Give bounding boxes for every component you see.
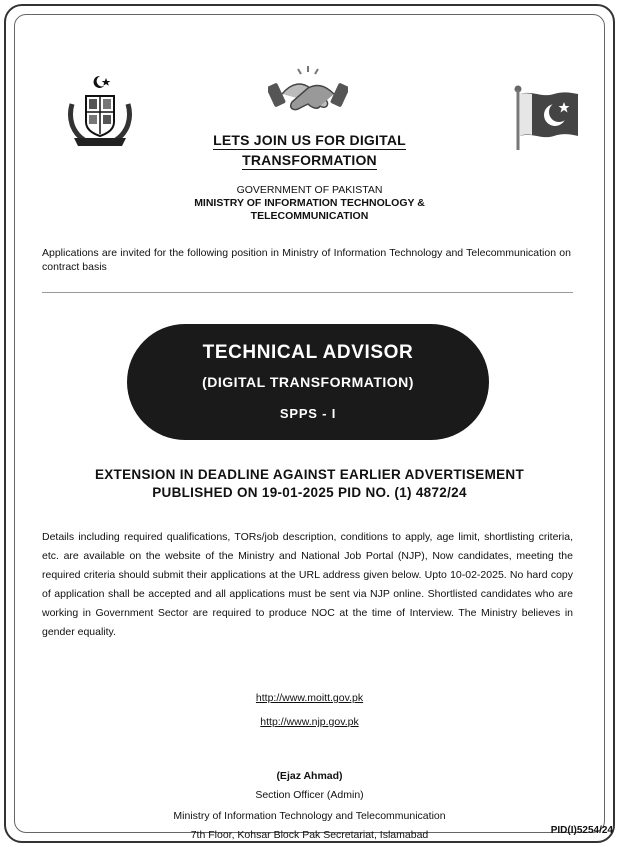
divider xyxy=(42,292,573,293)
advertisement-frame xyxy=(4,4,615,843)
government-label: GOVERNMENT OF PAKISTAN xyxy=(236,184,383,196)
ministry-line-2: TELECOMMUNICATION xyxy=(250,210,369,222)
headline xyxy=(6,130,613,170)
extension-notice xyxy=(26,466,593,502)
position-title: TECHNICAL ADVISOR xyxy=(202,342,414,363)
signatory-address: 7th Floor, Kohsar Block Pak Secretariat, Islamabad xyxy=(190,829,429,841)
headline-line-1: LETS JOIN US FOR DIGITAL xyxy=(213,132,406,148)
njp-link[interactable]: http://www.njp.gov.pk xyxy=(260,716,359,728)
details-text: Details including required qualifications, TORs/job description, conditions to apply, age limit, shortlisting criteria, etc. are available on the website of the Ministry and National Job Portal (NJP), Now candidates, meeting the required criteria should submit their applications at the URL address given below. Upto 10-02-2025. No hard copy of application shall be accepted and all applications must be sent via NJP online. Shortlisted candidates who are working in Government Sector are required to produce NOC at the time of Interview. The Ministry believes in gender equality. xyxy=(42,531,573,638)
headline-line-2: TRANSFORMATION xyxy=(242,152,377,168)
position-subtitle: (DIGITAL TRANSFORMATION) xyxy=(202,374,414,390)
position-grade: SPPS - I xyxy=(279,406,337,421)
ministry-line-1: MINISTRY OF INFORMATION TECHNOLOGY & xyxy=(194,197,425,209)
pid-number: PID(I)5254/24 xyxy=(550,825,613,836)
intro-text: Applications are invited for the following position in Ministry of Information Technology and Telecommunication on contract basis xyxy=(42,247,571,273)
signatory-ministry: Ministry of Information Technology and Telecommunication xyxy=(173,810,446,822)
signatory-name: (Ejaz Ahmad) xyxy=(276,770,343,782)
extension-line-1: EXTENSION IN DEADLINE AGAINST EARLIER ADVERTISEMENT xyxy=(94,467,525,482)
moitt-link[interactable]: http://www.moitt.gov.pk xyxy=(255,692,364,704)
position-banner xyxy=(127,324,489,440)
ministry-label xyxy=(156,197,463,223)
signatory-title: Section Officer (Admin) xyxy=(255,789,364,801)
handshake-icon xyxy=(268,64,348,122)
extension-line-2: PUBLISHED ON 19-01-2025 PID NO. (1) 4872/24 xyxy=(152,485,467,500)
